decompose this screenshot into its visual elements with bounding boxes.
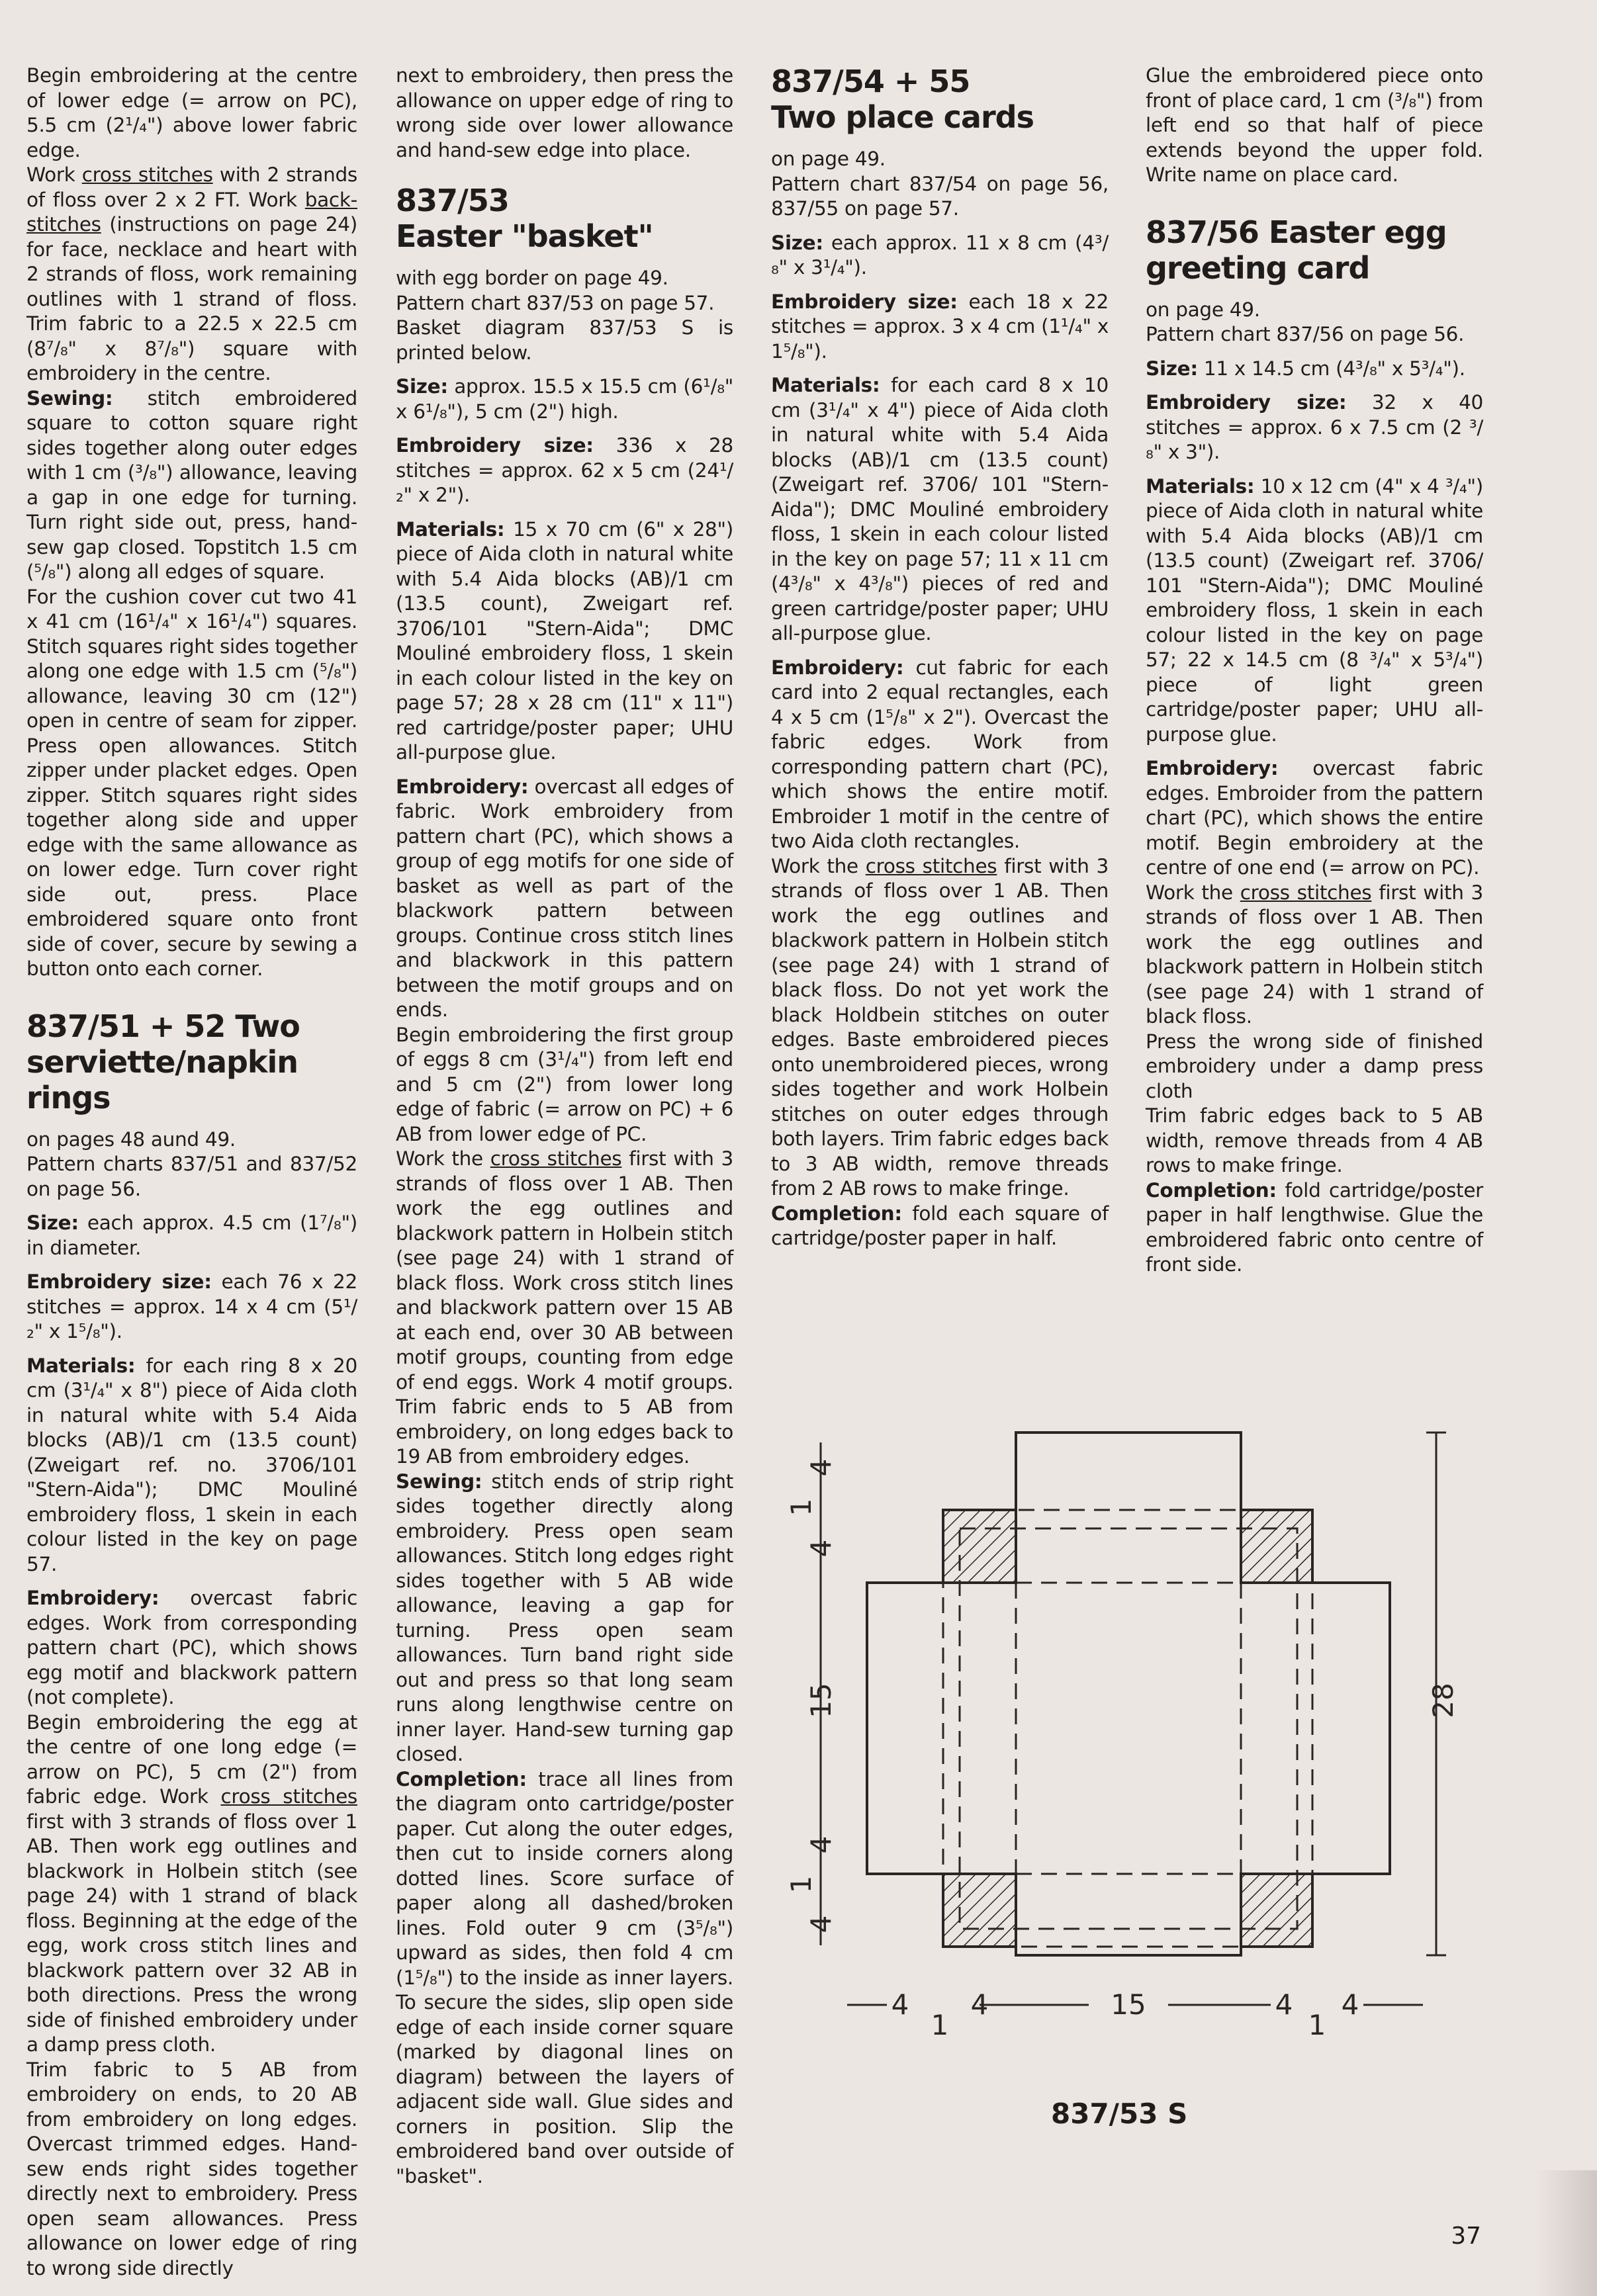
press-paragraph: Press the wrong side of finished embroidery under a damp press cloth	[1146, 1030, 1483, 1102]
materials-paragraph: Materials: for each card 8 x 10 cm (3¹/₄" x 4") piece of Aida cloth in natural white with 5.4 Aida blocks (AB)/1 cm (13.5 count) (Zweigart ref. 3706/ 101 "Stern-Aida"); DMC Mouliné embroidery floss, 1 skein in each colour listed in the key on page 57; 11 x 11 cm (4³/₈" x 4³/₈") pieces of red and green cartridge/poster paper; UHU all-purpose glue.	[771, 374, 1109, 644]
glue-paragraph: Glue the embroidered piece onto front of place card, 1 cm (³/₈") from left end so that half of piece extends beyond the upper fold. Write name on place card.	[1146, 64, 1483, 186]
heading-837-54-55: 837/54 + 55 Two place cards	[771, 64, 1034, 135]
dimension-15-vertical: 15	[805, 1683, 837, 1718]
fold-lines-inner	[960, 1528, 1297, 1929]
size-paragraph: Size: approx. 15.5 x 15.5 cm (6¹/₈" x 6¹/₈"), 5 cm (2") high.	[396, 375, 733, 423]
column-2	[396, 64, 733, 2189]
basket-text: Basket diagram 837/53 S is printed below.	[396, 316, 733, 364]
completion-paragraph: Completion: trace all lines from the diagram onto cartridge/poster paper. Cut along the outer edges, then cut to inside corners along dotted lines. Score surface of paper along all dashed/broken lines. Fold outer 9 cm (3⁵/₈") upward as sides, then fold 4 cm (1⁵/₈") to the inside as inner layers. To secure the sides, slip open side edge of each inside corner square (marked by diagonal lines on diagram) between the layers of adjacent side wall. Glue sides and corners in position. Slip the embroidered band over outside of "basket".	[396, 1767, 733, 2187]
pattern-text: Pattern chart 837/53 on page 57.	[396, 291, 715, 314]
embroidery-size-paragraph: Embroidery size: 336 x 28 stitches = approx. 62 x 5 cm (24¹/₂" x 2").	[396, 434, 733, 506]
heading-837-53: 837/53 Easter "basket"	[396, 183, 653, 254]
dimension-1-h2: 1	[1308, 2009, 1326, 2038]
begin-paragraph: Begin embroidering the first group of eggs 8 cm (3¹/₄") from left end and 5 cm (2") from lower long edge of fabric (= arrow on PC) + 6 AB from lower edge of PC.	[396, 1023, 733, 1145]
sewing-paragraph: Sewing: stitch embroidered square to cotton square right sides together along outer edges with 1 cm (³/₈") allowance, leaving a gap in one edge for turning. Turn right side out, press, hand-sew gap closed. Topstitch 1.5 cm (⁵/₈") along all edges of square.	[26, 386, 357, 583]
work-paragraph: Work the cross stitches first with 3 strands of floss over 1 AB. Then work the egg outlines and blackwork pattern in Holbein stitch (see page 24) with 1 strand of black floss. Do not yet work the black Holdbein stitches on outer edges. Baste embroidered pieces onto unembroidered pieces, wrong sides together and work Holbein stitches on outer edges through both layers. Trim fabric edges back to 3 AB width, remove threads from 2 AB rows to make fringe.	[771, 854, 1109, 1200]
dimension-4-h3: 4	[1275, 1988, 1293, 2021]
size-paragraph: Size: 11 x 14.5 cm (4³/₈" x 5³/₄").	[1146, 357, 1465, 380]
work-paragraph: Work the cross stitches first with 3 strands of floss over 1 AB. Then work the egg outlines and blackwork pattern in Holbein stitch (see page 24) with 1 strand of black floss. Work cross stitch lines and blackwork pattern over 15 AB at each end, over 30 AB between motif groups, counting from edge of end eggs. Work 4 motif groups. Trim fabric ends to 5 AB from embroidery, on long edges back to 19 AB from embroidery edges.	[396, 1147, 733, 1468]
dimension-4-v3: 4	[805, 1835, 837, 1854]
pattern-text: Pattern chart 837/56 on page 56.	[1146, 323, 1465, 345]
basket-diagram	[781, 1409, 1483, 2038]
embroidery-size-paragraph: Embroidery size: 32 x 40 stitches = approx. 6 x 7.5 cm (2 ³/₈" x 3").	[1146, 391, 1484, 463]
completion-paragraph: Completion: fold cartridge/poster paper in half lengthwise. Glue the embroidered fabric onto centre of front side.	[1146, 1178, 1483, 1276]
dimension-4-h4: 4	[1341, 1988, 1359, 2021]
dimension-1-v1: 1	[785, 1498, 817, 1517]
dimension-28: 28	[1427, 1683, 1459, 1718]
corner-square-bottom-left	[943, 1874, 1016, 1947]
begin-paragraph: Begin embroidering the egg at the centre of one long edge (= arrow on PC), 5 cm (2") from fabric edge. Work cross stitches first with 3 strands of floss over 1 AB. Then work egg outlines and blackwork in Holbein stitch (see page 24) with 1 strand of black floss. Beginning at the edge of the egg, work cross stitch lines and blackwork pattern over 32 AB in both directions. Press the wrong side of finished embroidery under a damp press cloth.	[26, 1710, 357, 2056]
trim-paragraph: Trim fabric to 5 AB from embroidery on ends, to 20 AB from embroidery on long edges. Overcast trimmed edges. Hand-sew ends right sides together directly next to embroidery. Press open seam allowances. Press allowance on lower edge of ring to wrong side directly	[26, 2058, 357, 2279]
page-edge-shadow	[1535, 2170, 1597, 2296]
dimension-1-v2: 1	[785, 1875, 817, 1894]
column-3	[771, 64, 1109, 1251]
embroidery-size-paragraph: Embroidery size: each 18 x 22 stitches = approx. 3 x 4 cm (1¹/₄" x 1⁵/₈").	[771, 290, 1109, 363]
sewing-paragraph: Sewing: stitch ends of strip right sides together directly along embroidery. Press open seam allowances. Stitch long edges right sides together with 5 AB wide allowance, leaving a gap for turning. Press open seam allowances. Turn band right side out and press so that long seam runs along lengthwise centre on inner layer. Hand-sew turning gap closed.	[396, 1470, 733, 1765]
embroidery-paragraph: Embroidery: overcast fabric edges. Embroider from the pattern chart (PC), which shows the entire motif. Begin embroidery at the centre of one end (= arrow on PC).	[1146, 757, 1483, 879]
dimension-4-v4: 4	[805, 1915, 837, 1933]
materials-paragraph: Materials: 15 x 70 cm (6" x 28") piece of Aida cloth in natural white with 5.4 Aida blocks (AB)/1 cm (13.5 count), Zweigart ref. 3706/101 "Stern-Aida"; DMC Mouliné embroidery floss, 1 skein in each colour listed in the key on page 57; 28 x 28 cm (11" x 11") red cartridge/poster paper; UHU all-purpose glue.	[396, 517, 733, 764]
embroidery-paragraph: Embroidery: overcast all edges of fabric. Work embroidery from pattern chart (PC), which shows a group of egg motifs for one side of basket as well as part of the blackwork pattern between groups. Continue cross stitch lines and blackwork in this pattern between the motif groups and on ends.	[396, 775, 733, 1021]
embroidery-size-paragraph: Embroidery size: each 76 x 22 stitches = approx. 14 x 4 cm (5¹/₂" x 1⁵/₈").	[26, 1270, 357, 1343]
materials-paragraph: Materials: 10 x 12 cm (4" x 4 ³/₄") piece of Aida cloth in natural white with 5.4 Aida blocks (AB)/1 cm (13.5 count) (Zweigart ref. 3706/ 101 "Stern-Aida"); DMC Mouliné embroidery floss, 1 skein in each colour listed in the key on page 57; 22 x 14.5 cm (8 ³/₄" x 5³/₄") piece of light green cartridge/poster paper; UHU all-purpose glue.	[1146, 474, 1483, 746]
embroidery-paragraph: Embroidery: overcast fabric edges. Work from corresponding pattern chart (PC), which shows egg motif and blackwork pattern (not complete).	[26, 1587, 357, 1708]
completion-paragraph: Completion: fold each square of cartridge/poster paper in half.	[771, 1202, 1109, 1249]
on-page-text: on page 49.	[1146, 298, 1260, 321]
dimension-4-h1: 4	[891, 1988, 909, 2021]
page-number: 37	[1451, 2223, 1481, 2250]
embroidery-paragraph: Embroidery: cut fabric for each card into 2 equal rectangles, each 4 x 5 cm (1⁵/₈" x 2"). Overcast the fabric edges. Work from corresponding pattern chart (PC), which shows the entire motif. Embroider 1 motif in the centre of two Aida cloth rectangles.	[771, 656, 1109, 852]
size-paragraph: Size: each approx. 11 x 8 cm (4³/₈" x 3¹/₄").	[771, 231, 1109, 279]
intro-paragraph: Begin embroidering at the centre of lower edge (= arrow on PC), 5.5 cm (2¹/₄") above lower fabric edge.	[26, 64, 357, 161]
dimension-4-v1: 4	[805, 1458, 837, 1477]
column-1	[26, 64, 357, 2281]
heading-837-56: 837/56 Easter egg greeting card	[1146, 214, 1447, 286]
on-pages-text: on pages 48 aund 49.	[26, 1127, 236, 1151]
materials-paragraph: Materials: for each ring 8 x 20 cm (3¹/₄" x 8") piece of Aida cloth in natural white with 5.4 Aida blocks (AB)/1 cm (13.5 count) (Zweigart ref. no. 3706/101 "Stern-Aida"); DMC Mouliné embroidery floss, 1 skein in each colour listed in the key on page 57.	[26, 1354, 357, 1575]
heading-837-51-52: 837/51 + 52 Two serviette/napkin rings	[26, 1008, 300, 1116]
trim-paragraph: Trim fabric edges back to 5 AB width, remove threads from 4 AB rows to make fringe.	[1146, 1104, 1483, 1176]
cushion-paragraph: For the cushion cover cut two 41 x 41 cm (16¹/₄" x 16¹/₄") squares. Stitch squares right sides together along one edge with 1.5 cm (⁵/₈") allowance, leaving 30 cm (12") open in centre of seam for zipper. Press open allowances. Stitch zipper under placket edges. Open zipper. Stitch squares right sides together along side and upper edge with the same allowance as on lower edge. Turn cover right side out, press. Place embroidered square onto front side of cover, secure by sewing a button onto each corner.	[26, 585, 358, 980]
corner-square-top-left	[943, 1510, 1016, 1583]
work-paragraph: Work cross stitches with 2 strands of floss over 2 x 2 FT. Work back-stitches (instructions on page 24) for face, necklace and heart with 2 strands of floss, work remaining outlines with 1 strand of floss. Trim fabric to a 22.5 x 22.5 cm (8⁷/₈" x 8⁷/₈") square with embroidery in the centre.	[26, 163, 357, 384]
continuation-paragraph: next to embroidery, then press the allowance on upper edge of ring to wrong side over lower allowance and hand-sew edge into place.	[396, 64, 733, 161]
pattern-text: Pattern charts 837/51 and 837/52 on page 56.	[26, 1153, 357, 1200]
size-paragraph: Size: each approx. 4.5 cm (1⁷/₈") in diameter.	[26, 1212, 357, 1259]
with-egg-text: with egg border on page 49.	[396, 267, 668, 289]
on-page-text: on page 49.	[771, 148, 886, 170]
dimension-4-h2: 4	[970, 1988, 989, 2021]
corner-square-top-right	[1241, 1510, 1312, 1583]
column-4	[1146, 64, 1483, 1278]
dimension-4-v2: 4	[805, 1539, 837, 1558]
dimension-15-horizontal: 15	[1111, 1988, 1146, 2021]
dimension-1-h1: 1	[931, 2009, 949, 2038]
pattern-text: Pattern chart 837/54 on page 56, 837/55 on page 57.	[771, 172, 1109, 220]
work-paragraph: Work the cross stitches first with 3 strands of floss over 1 AB. Then work the egg outlines and blackwork pattern in Holbein stitch (see page 24) with 1 strand of black floss.	[1146, 881, 1483, 1028]
diagram-caption: 837/53 S	[1051, 2097, 1188, 2130]
corner-square-bottom-right	[1241, 1874, 1312, 1947]
